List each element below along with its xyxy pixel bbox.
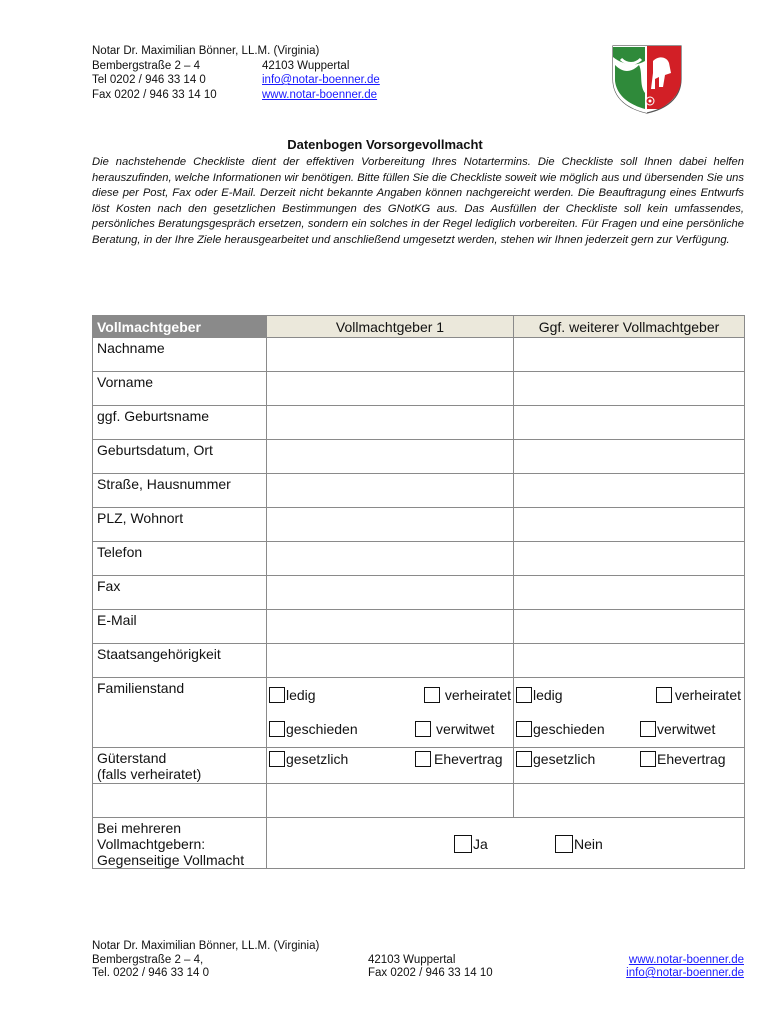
checkbox-verheiratet-2[interactable]: verheiratet [656, 687, 741, 703]
fax: Fax 0202 / 946 33 14 10 [92, 88, 217, 101]
input-cell[interactable] [514, 784, 745, 818]
city: 42103 Wuppertal [262, 59, 350, 72]
mutual-power-row [93, 818, 745, 869]
row-label: Fax [93, 576, 267, 610]
row-label: Straße, Hausnummer [93, 474, 267, 508]
checkbox-geschieden-2[interactable]: geschieden [516, 721, 605, 737]
row-label: Familienstand [93, 678, 267, 748]
table-row [93, 644, 745, 678]
checkbox-verheiratet-1[interactable]: verheiratet [424, 687, 511, 703]
input-cell[interactable] [514, 338, 745, 372]
input-cell[interactable] [514, 542, 745, 576]
phone: Tel 0202 / 946 33 14 0 [92, 74, 206, 86]
input-cell[interactable] [267, 338, 514, 372]
header-label: Vollmachtgeber [93, 316, 267, 338]
checkbox-icon [640, 721, 656, 737]
checkbox-ja[interactable]: Ja [454, 835, 488, 853]
header-col-2: Ggf. weiterer Vollmachtgeber [514, 316, 745, 338]
input-cell[interactable] [267, 644, 514, 678]
checkbox-nein[interactable]: Nein [555, 835, 603, 853]
table-row [93, 576, 745, 610]
input-cell[interactable] [267, 508, 514, 542]
row-label: Bei mehreren Vollmachtgebern: Gegenseitige Vollmacht [93, 818, 267, 869]
table-row [93, 406, 745, 440]
checkbox-icon [555, 835, 573, 853]
page-title: Datenbogen Vorsorgevollmacht [287, 137, 483, 152]
street: Bembergstraße 2 – 4 [92, 59, 201, 72]
data-form-table [92, 315, 745, 869]
email-link[interactable]: info@notar-boenner.de [262, 74, 380, 86]
input-cell[interactable] [514, 576, 745, 610]
table-row [93, 372, 745, 406]
row-label: Telefon [93, 542, 267, 576]
footer-phone: Tel. 0202 / 946 33 14 0 [92, 967, 210, 979]
letterhead [92, 44, 380, 102]
checkbox-icon [269, 721, 285, 737]
input-cell[interactable] [514, 440, 745, 474]
input-cell[interactable] [514, 372, 745, 406]
checkbox-icon [424, 687, 440, 703]
checkbox-geschieden-1[interactable]: geschieden [269, 721, 358, 737]
checkbox-ehevertrag-2[interactable]: Ehevertrag [640, 751, 741, 767]
notary-name: Notar Dr. Maximilian Bönner, LL.M. (Virginia) [92, 45, 320, 57]
checkbox-ledig-1[interactable]: ledig [269, 687, 316, 703]
footer-fax: Fax 0202 / 946 33 14 10 [368, 967, 493, 979]
row-label: Nachname [93, 338, 267, 372]
row-label: Vorname [93, 372, 267, 406]
checkbox-ehevertrag-1[interactable]: Ehevertrag [415, 751, 511, 767]
checkbox-icon [656, 687, 672, 703]
input-cell[interactable] [267, 440, 514, 474]
checkbox-icon [269, 751, 285, 767]
input-cell[interactable] [514, 474, 745, 508]
row-label-empty [93, 784, 267, 818]
checkbox-icon [454, 835, 472, 853]
input-cell[interactable] [267, 784, 514, 818]
input-cell[interactable] [514, 644, 745, 678]
input-cell[interactable] [514, 508, 745, 542]
row-label: PLZ, Wohnort [93, 508, 267, 542]
website-link[interactable]: www.notar-boenner.de [262, 88, 378, 101]
table-row [93, 338, 745, 372]
footer-name: Notar Dr. Maximilian Bönner, LL.M. (Virginia) [92, 940, 320, 952]
row-label: Staatsangehörigkeit [93, 644, 267, 678]
input-cell[interactable] [267, 542, 514, 576]
footer-website-link[interactable]: www.notar-boenner.de [628, 953, 744, 966]
checkbox-icon [415, 751, 431, 767]
row-label: ggf. Geburtsname [93, 406, 267, 440]
intro-text: Die nachstehende Checkliste dient der effektiven Vorbereitung Ihres Notartermins. Die Checkliste soll Ihnen dabei helfen herauszufinden, welche Informationen wir benötigen. Bitte füllen Sie die Checkliste soweit wie möglich aus und übersenden Sie uns diese per Post, Fax oder E-Mail. Derzeit nicht bekannte Angaben können nachgereicht werden. Die Beauftragung eines Entwurfs löst Kosten nach den gesetzlichen Bestimmungen des GNotKG aus. Das Ausfüllen der Checkliste soll kein umfassendes, persönliches Beratungsgespräch ersetzen, sondern ein solches in der Regel lediglich vorbereiten. Für Fragen und eine persönliche Beratung, in der Ihre Ziele herausgearbeitet und anschließend umgesetzt werden, stehen wir Ihnen jederzeit gern zur Verfügung. [92, 156, 744, 246]
table-row [93, 610, 745, 644]
checkbox-gesetzlich-2[interactable]: gesetzlich [516, 751, 595, 767]
checkbox-icon [640, 751, 656, 767]
row-label: Güterstand (falls verheiratet) [93, 748, 267, 784]
input-cell[interactable] [514, 610, 745, 644]
input-cell[interactable] [267, 576, 514, 610]
checkbox-gesetzlich-1[interactable]: gesetzlich [269, 751, 348, 767]
checkbox-verwitwet-2[interactable]: verwitwet [640, 721, 741, 737]
input-cell[interactable] [267, 474, 514, 508]
row-label: E-Mail [93, 610, 267, 644]
familienstand-row [93, 678, 745, 748]
table-row [93, 508, 745, 542]
checkbox-icon [415, 721, 431, 737]
checkbox-icon [516, 721, 532, 737]
checkbox-ledig-2[interactable]: ledig [516, 687, 563, 703]
nrw-crest-icon [609, 43, 685, 115]
gueterstand-row [93, 748, 745, 784]
footer [92, 940, 744, 981]
table-row [93, 784, 745, 818]
checkbox-verwitwet-1[interactable]: verwitwet [415, 721, 511, 737]
footer-city: 42103 Wuppertal [368, 953, 456, 966]
footer-street: Bembergstraße 2 – 4, [92, 953, 204, 966]
footer-email-link[interactable]: info@notar-boenner.de [626, 967, 744, 979]
table-header [93, 316, 745, 338]
input-cell[interactable] [267, 372, 514, 406]
table-row [93, 474, 745, 508]
table-row [93, 542, 745, 576]
input-cell[interactable] [267, 610, 514, 644]
header-col-1: Vollmachtgeber 1 [267, 316, 514, 338]
table-row [93, 440, 745, 474]
input-cell[interactable] [267, 406, 514, 440]
input-cell[interactable] [514, 406, 745, 440]
checkbox-icon [516, 751, 532, 767]
row-label: Geburtsdatum, Ort [93, 440, 267, 474]
checkbox-icon [516, 687, 532, 703]
checkbox-icon [269, 687, 285, 703]
